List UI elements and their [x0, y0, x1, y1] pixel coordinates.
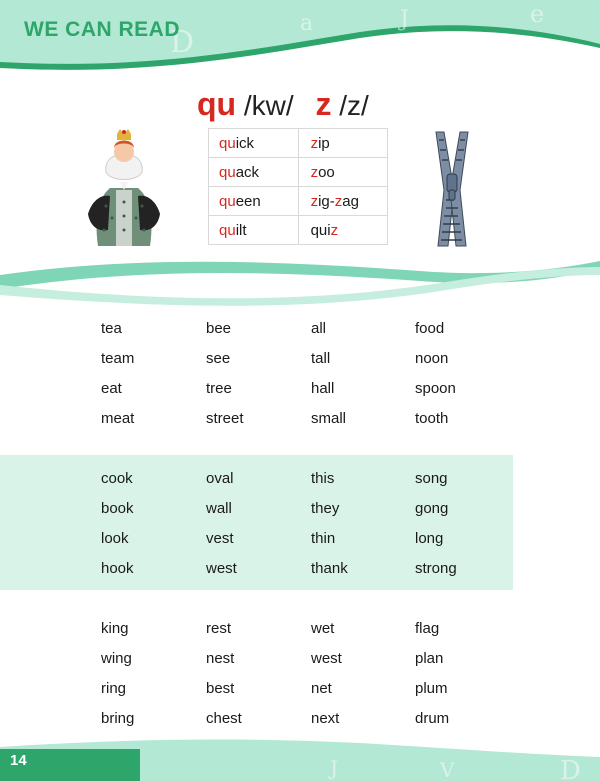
- word-highlight: z: [330, 221, 339, 239]
- footer-banner: [0, 735, 600, 781]
- section-title: WE CAN READ: [24, 18, 180, 41]
- phonics-heading: [197, 86, 383, 123]
- word: all: [311, 320, 327, 337]
- word: spoon: [415, 380, 456, 397]
- word: west: [206, 560, 237, 577]
- table-row: [209, 129, 388, 158]
- phonics-word-qu: [209, 187, 299, 216]
- word: vest: [206, 530, 234, 547]
- phonics-letters-z: z: [315, 86, 332, 122]
- word-end: ag: [342, 192, 359, 210]
- svg-text:a: a: [300, 11, 314, 36]
- word: cook: [101, 470, 133, 487]
- word: bring: [101, 710, 135, 727]
- word: gong: [415, 500, 449, 517]
- word: eat: [101, 380, 122, 397]
- word-highlight: qu: [219, 192, 236, 210]
- word: thin: [311, 530, 336, 547]
- word: hook: [101, 560, 134, 577]
- svg-text:J: J: [400, 7, 409, 32]
- word-rest: een: [235, 192, 261, 210]
- word: flag: [415, 620, 440, 637]
- word: team: [101, 350, 135, 367]
- word-highlight: qu: [219, 134, 236, 152]
- word-highlight: z: [310, 192, 319, 210]
- word-highlight: qu: [219, 163, 236, 181]
- phonics-word-z: [298, 158, 387, 187]
- word: bee: [206, 320, 232, 337]
- svg-text:J: J: [330, 756, 339, 780]
- word: see: [206, 350, 231, 367]
- phonics-sound-kw: /kw/: [243, 90, 294, 121]
- word-group-2: [0, 470, 600, 590]
- word-highlight: z: [310, 134, 319, 152]
- word: book: [101, 500, 134, 517]
- word: this: [311, 470, 335, 487]
- word: ring: [101, 680, 127, 697]
- word: west: [311, 650, 342, 667]
- word: hall: [311, 380, 335, 397]
- word: oval: [206, 470, 234, 487]
- word: they: [311, 500, 340, 517]
- word: look: [101, 530, 129, 547]
- word: noon: [415, 350, 449, 367]
- table-row: [209, 187, 388, 216]
- word-highlight: qu: [219, 221, 236, 239]
- word: plan: [415, 650, 444, 667]
- word: nest: [206, 650, 235, 667]
- phonics-word-z: [298, 129, 387, 158]
- queen-illustration: [84, 126, 164, 250]
- word: chest: [206, 710, 242, 727]
- word-group-1: [0, 320, 600, 440]
- word: song: [415, 470, 448, 487]
- word: plum: [415, 680, 448, 697]
- phonics-word-qu: [209, 216, 299, 245]
- word: next: [311, 710, 340, 727]
- word: best: [206, 680, 235, 697]
- word: tooth: [415, 410, 449, 427]
- word: tree: [206, 380, 232, 397]
- section-divider-wave: [0, 255, 600, 315]
- word-group-3: [0, 620, 600, 740]
- word: long: [415, 530, 444, 547]
- word: street: [206, 410, 244, 427]
- table-row: [209, 216, 388, 245]
- word-prefix: qui: [310, 221, 331, 239]
- svg-text:V: V: [440, 758, 455, 781]
- word: wall: [206, 500, 232, 517]
- phonics-word-qu: [209, 129, 299, 158]
- word: net: [311, 680, 332, 697]
- page-number: 14: [10, 752, 27, 769]
- word: strong: [415, 560, 457, 577]
- svg-text:D: D: [170, 25, 195, 60]
- word-middle: ip: [318, 134, 330, 152]
- word-highlight: z: [310, 163, 319, 181]
- word-middle: oo: [318, 163, 335, 181]
- word-rest: ick: [235, 134, 255, 152]
- zipper-illustration: [430, 130, 474, 248]
- word: meat: [101, 410, 135, 427]
- phonics-word-z: [298, 216, 387, 245]
- word: drum: [415, 710, 450, 727]
- word: thank: [311, 560, 348, 577]
- word: wet: [311, 620, 335, 637]
- svg-text:D: D: [560, 756, 581, 781]
- word: tall: [311, 350, 331, 367]
- table-row: [209, 158, 388, 187]
- word: rest: [206, 620, 232, 637]
- phonics-sound-z: /z/: [339, 90, 369, 121]
- word-rest: ack: [235, 163, 260, 181]
- phonics-letters-qu: qu: [197, 86, 237, 122]
- word: wing: [101, 650, 132, 667]
- word: food: [415, 320, 445, 337]
- word: king: [101, 620, 129, 637]
- word-rest: ilt: [235, 221, 247, 239]
- word: small: [311, 410, 347, 427]
- phonics-word-table: [208, 128, 388, 245]
- word-middle: ig-: [318, 192, 335, 210]
- phonics-word-qu: [209, 158, 299, 187]
- phonics-word-z: [298, 187, 387, 216]
- word-highlight: z: [334, 192, 343, 210]
- word: tea: [101, 320, 122, 337]
- svg-text:e: e: [530, 0, 545, 28]
